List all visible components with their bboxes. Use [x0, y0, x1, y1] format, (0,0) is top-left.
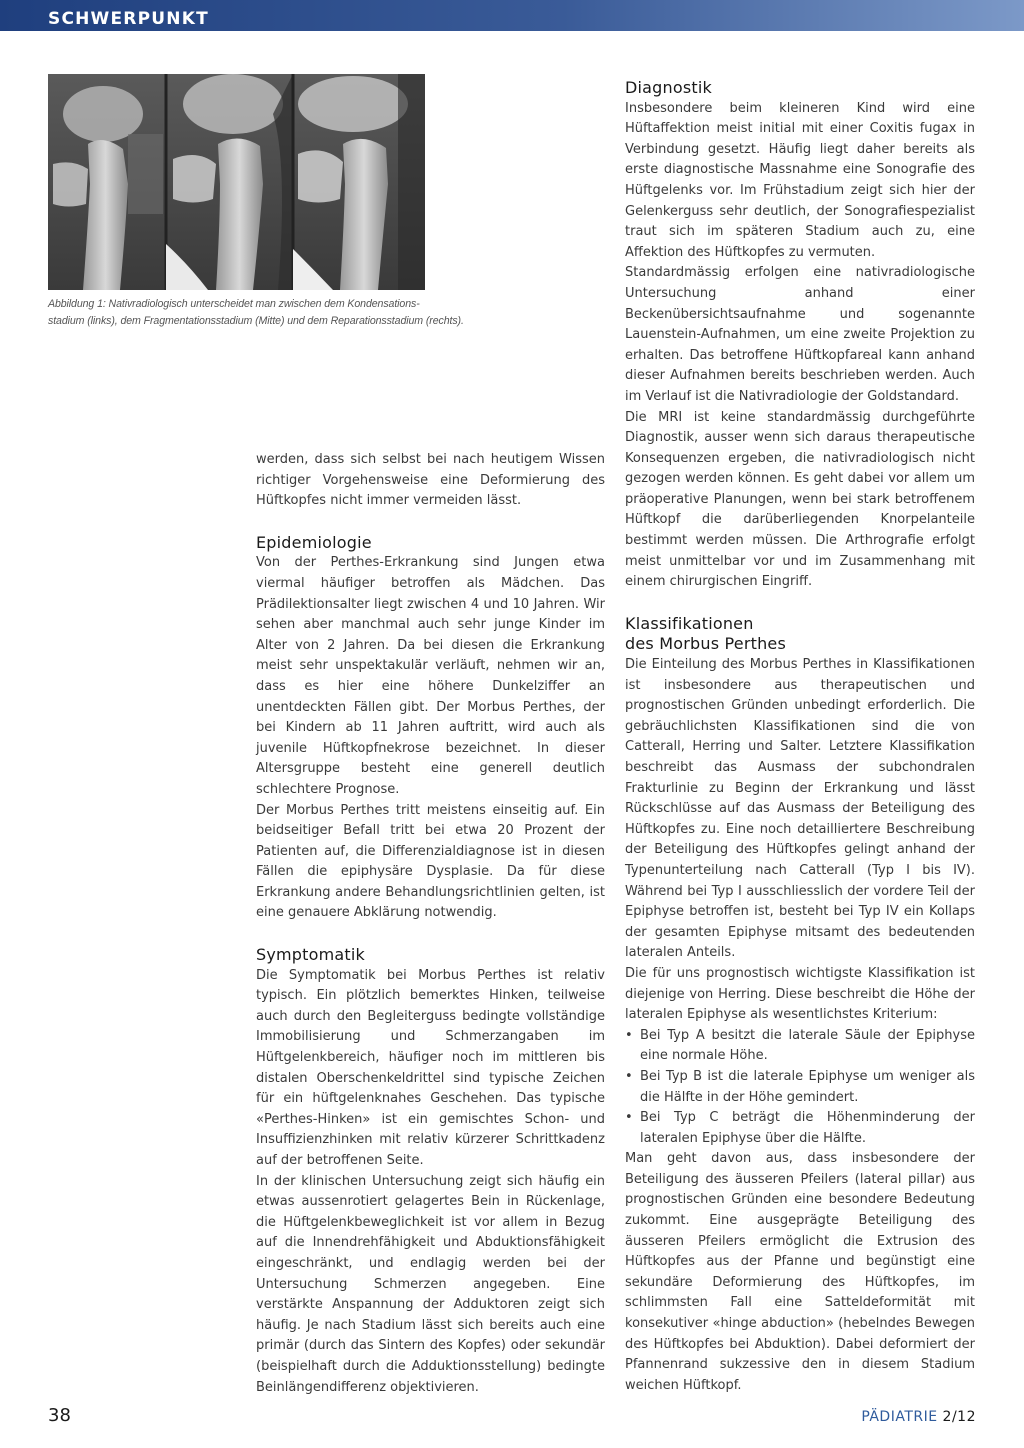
section-label: SCHWERPUNKT [48, 9, 209, 29]
heading-symptomatik: Symptomatik [256, 945, 366, 965]
paragraph: Die für uns prognostisch wichtigste Klassifikation ist diejenige von Herring. Diese beschreibt die Höhe der lateralen Epiphyse als wesentlichstes Kriterium: [625, 965, 975, 1023]
list-item: • Bei Typ C beträgt die Höhenminderung der lateralen Epiphyse über die Hälfte. [625, 1108, 975, 1149]
paragraph: Standardmässig erfolgen eine nativradiologische Untersuchung anhand einer Beckenübersichtsaufnahme und sogenannte Lauenstein-Aufnahmen, um eine zweite Projektion zu erhalten. Das betroffene Hüftkopfareal kann anhand dieser Aufnahmen bereits beschrieben werden. Auch im Verlauf ist die Nativradiologie der Goldstandard. [625, 265, 975, 404]
heading-line: des Morbus Perthes [625, 634, 787, 654]
heading-klassifikationen [625, 614, 975, 655]
middle-column [256, 450, 605, 1398]
right-column [625, 78, 975, 1396]
issue-number: 2/12 [942, 1409, 976, 1425]
figure-caption-line: Abbildung 1: Nativradiologisch unterscheidet man zwischen dem Kondensations- [48, 298, 420, 310]
section-header-bar [0, 0, 1024, 31]
paragraph: Die MRI ist keine standardmässig durchgeführte Diagnostik, ausser wenn sich daraus therapeutische Konsequenzen ergeben, die nativradiologisch nicht gezogen werden können. Es geht dabei vor allem um präoperative Planungen, wenn bei stark betroffenem Hüftkopf die darüberliegenden Knorpelanteile bestimmt werden müssen. Die Arthrografie erfolgt meist unmittelbar vor und im Zusammenhang mit einem chirurgischen Eingriff. [625, 409, 975, 590]
paragraph: Die Symptomatik bei Morbus Perthes ist relativ typisch. Ein plötzlich bemerktes Hinken, teilweise auch durch den Begleiterguss bedingte vollständige Immobilisierung und Schmerzangaben im Hüftgelenkbereich, häufiger noch im mittleren bis distalen Oberschenkeldrittel sind typische Zeichen für ein hüftgelenknahes Geschehen. Das typische «Perthes-Hinken» ist ein gemischtes Schon- und Insuffizienzhinken mit relativ kürzerer Schrittkadenz auf der betroffenen Seite. [256, 967, 605, 1168]
heading-line: Klassifikationen [625, 613, 754, 633]
figure-caption-line: stadium (links), dem Fragmentationsstadium (Mitte) und dem Reparationsstadium (rechts). [48, 315, 464, 327]
figure-caption [48, 296, 488, 330]
heading-diagnostik: Diagnostik [625, 78, 712, 97]
paragraph: Man geht davon aus, dass insbesondere der Beteiligung des äusseren Pfeilers (lateral pillar) aus prognostischen Gründen eine besondere Bedeutung zukommt. Eine ausgeprägte Beteiligung des äusseren Pfeilers ermöglicht die Extrusion des Hüftkopfes aus der Pfanne und begünstigt eine sekundäre Deformierung des Hüftkopfes, im schlimmsten Fall eine Satteldeformität mit konsekutiver «hinge abduction» (hebelndes Bewegen des Hüftkopfes bei Abduktion). Dabei deformiert der Pfannenrand sukzessive den in diesem Stadium weichen Hüftkopf. [625, 1151, 975, 1393]
list-item: • Bei Typ B ist die laterale Epiphyse um weniger als die Hälfte in der Höhe gemindert. [625, 1067, 975, 1108]
paragraph: Insbesondere beim kleineren Kind wird eine Hüftaffektion meist initial mit einer Coxitis fugax in Verbindung gesetzt. Häufig liegt daher bereits als erste diagnostische Massnahme eine Sonografie des Hüftgelenks vor. Im Frühstadium zeigt sich hier der Gelenkerguss sehr deutlich, der Sonografiespezialist traut sich im späteren Stadium auch zu, eine Affektion des Hüftkopfes zu vermuten. [625, 100, 975, 260]
paragraph: Der Morbus Perthes tritt meistens einseitig auf. Ein beidseitiger Befall tritt bei etwa 20 Prozent der Patienten auf, die Differenzialdiagnose ist in diesen Fällen die epiphysäre Dysplasie. Da für diese Erkrankung andere Behandlungsrichtlinien gelten, ist eine genauere Abklärung notwendig. [256, 802, 605, 921]
xray-figure [48, 74, 425, 290]
page-number: 38 [48, 1405, 71, 1426]
list-item: • Bei Typ A besitzt die laterale Säule der Epiphyse eine normale Höhe. [625, 1026, 975, 1067]
intro-paragraph: werden, dass sich selbst bei nach heutigem Wissen richtiger Vorgehensweise eine Deformierung des Hüftkopfes nicht immer vermeiden lässt. [256, 452, 605, 509]
paragraph: Von der Perthes-Erkrankung sind Jungen etwa viermal häufiger betroffen als Mädchen. Das Prädilektionsalter liegt zwischen 4 und 10 Jahren. Wir sehen aber manchmal auch sehr junge Kinder im Alter von 2 Jahren. Da bei diesen die Erkrankung meist sehr unspektakulär verläuft, nehmen wir an, dass es hier eine höhere Dunkelziffer an unentdeckten Fällen gibt. Der Morbus Perthes, der bei Kindern ab 11 Jahren auftritt, wird auch als juvenile Hüftkopfnekrose bezeichnet. In dieser Altersgruppe besteht eine generell deutlich schlechtere Prognose. [256, 555, 605, 797]
paragraph: Die Einteilung des Morbus Perthes in Klassifikationen ist insbesondere aus therapeutischen und prognostischen Gründen unbedingt erforderlich. Die gebräuchlichsten Klassifikationen sind die von Catterall, Herring und Salter. Letztere Klassifikation beschreibt das Ausmass der subchondralen Frakturlinie zu Beginn der Erkrankung und lässt Rückschlüsse auf das Ausmass der Beteiligung des Hüftkopfes zu. Eine noch detailliertere Beschreibung der Beteiligung des Hüftkopfes gelingt anhand der Typenunterteilung nach Catterall (Typ I bis IV). Während bei Typ I ausschliesslich der vordere Teil der Epiphyse betroffen ist, besteht bei Typ IV ein Kollaps der gesamten Epiphyse mitsamt des bedeutenden lateralen Anteils. [625, 657, 975, 961]
heading-epidemiologie: Epidemiologie [256, 532, 372, 552]
herring-type-list [625, 1026, 975, 1150]
xray-image [48, 74, 425, 290]
paragraph: In der klinischen Untersuchung zeigt sich häufig ein etwas aussenrotiert gelagertes Bein in Rückenlage, die Hüftgelenkbeweglichkeit ist vor allem in Bezug auf die Innendrehfähigkeit und Abduktionsfähigkeit eingeschränkt, und endlagig werden bei der Untersuchung Schmerzen angegeben. Eine verstärkte Anspannung der Adduktoren zeigt sich häufig. Je nach Stadium lässt sich bereits auch eine primär (durch das Sintern des Kopfes) oder sekundär (beispielhaft durch die Adduktionsstellung) bedingte Beinlängendifferenz objektivieren. [256, 1173, 605, 1395]
magazine-name: PÄDIATRIE [861, 1409, 938, 1425]
magazine-footer [861, 1409, 976, 1425]
